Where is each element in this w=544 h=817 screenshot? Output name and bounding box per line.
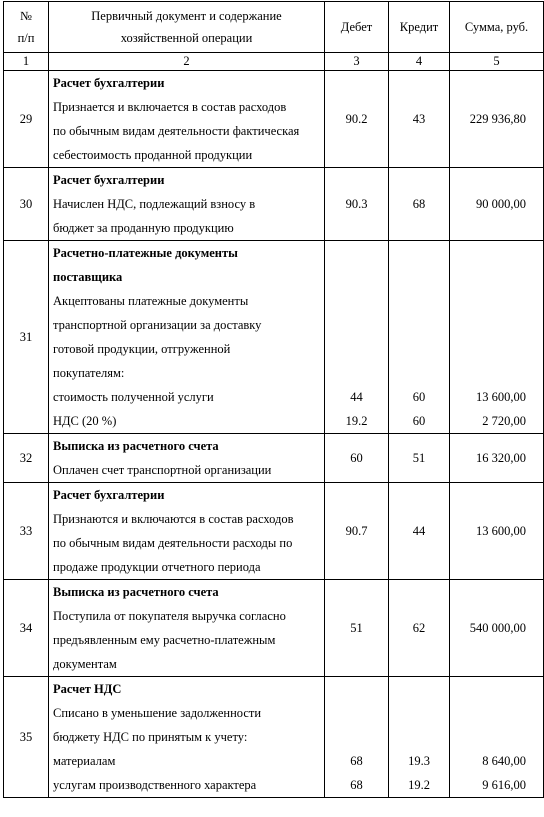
credit-account-cell: 43 [389,71,450,168]
spacer [389,725,449,749]
operation-text: бюджету НДС по принятым к учету: [53,730,248,744]
operation-text: Оплачен счет транспортной организации [53,463,272,477]
operation-text: транспортной организации за доставку [53,318,262,332]
spacer [389,361,449,385]
operation-description [49,434,325,483]
spacer [389,289,449,313]
row-number: 31 [4,241,49,434]
credit-account-cell [389,677,450,798]
header-debit: Дебет [325,2,389,53]
spacer [325,241,388,265]
credit-account-cell: 62 [389,580,450,677]
amount-cell: 540 000,00 [450,580,544,677]
spacer [325,313,388,337]
spacer [389,701,449,725]
amount-cell: 13 600,00 [450,483,544,580]
table-body [4,71,544,798]
amount: 9 616,00 [482,778,526,792]
amount-cell: 90 000,00 [450,168,544,241]
column-index: 2 [49,53,325,71]
debit-account-cell [325,241,389,434]
debit-account: 44 [350,390,363,404]
debit-account: 68 [350,778,363,792]
debit-account-cell: 90.2 [325,71,389,168]
amount: 2 720,00 [482,414,526,428]
operation-text: Признается и включается в состав расходов [53,100,287,114]
column-index: 4 [389,53,450,71]
operation-text: Списано в уменьшение задолженности [53,706,262,720]
credit-account: 60 [412,390,426,404]
spacer [325,289,388,313]
operation-text: Акцептованы платежные документы [53,294,249,308]
spacer [325,677,388,701]
credit-account-cell [389,241,450,434]
item-label: НДС (20 %) [53,414,117,428]
amount-cell [450,677,544,798]
table-row [4,677,544,798]
spacer [389,241,449,265]
document-title: Расчет НДС [53,682,122,696]
operation-text: готовой продукции, отгруженной [53,342,231,356]
debit-account-cell [325,677,389,798]
spacer [325,361,388,385]
spacer [325,725,388,749]
column-index: 1 [4,53,49,71]
table-row [4,483,544,580]
row-number: 33 [4,483,49,580]
table-row [4,71,544,168]
spacer [389,337,449,361]
spacer [450,241,543,265]
document-title: Выписка из расчетного счета [53,585,219,599]
column-index-row [4,53,544,71]
credit-account: 60 [412,414,426,428]
header-document: Первичный документ и содержание хозяйственной операции [49,2,325,53]
header-sum: Сумма, руб. [450,2,544,53]
operation-text: Поступила от покупателя выручка согласно [53,609,286,623]
spacer [389,265,449,289]
spacer [450,361,543,385]
document-title: поставщика [53,270,123,284]
spacer [325,337,388,361]
journal-table [3,1,544,798]
table-row [4,241,544,434]
operation-text: по обычным видам деятельности расходы по [53,536,293,550]
amount-cell: 229 936,80 [450,71,544,168]
spacer [450,265,543,289]
operation-text: документам [53,657,117,671]
operation-text: Признаются и включаются в состав расходов [53,512,294,526]
operation-description [49,241,325,434]
amount-cell: 16 320,00 [450,434,544,483]
row-number: 32 [4,434,49,483]
operation-text: покупателям: [53,366,125,380]
row-number: 29 [4,71,49,168]
header-number: № п/п [4,2,49,53]
credit-account-cell: 51 [389,434,450,483]
spacer [389,313,449,337]
operation-text: продаже продукции отчетного периода [53,560,261,574]
table-row [4,168,544,241]
table-row [4,434,544,483]
item-label: услугам производственного характера [53,778,257,792]
document-title: Расчетно-платежные документы [53,246,238,260]
operation-text: себестоимость проданной продукции [53,148,253,162]
debit-account-cell: 90.7 [325,483,389,580]
item-label: стоимость полученной услуги [53,390,214,404]
operation-description [49,483,325,580]
spacer [389,677,449,701]
debit-account-cell: 60 [325,434,389,483]
spacer [450,313,543,337]
table-header-row [4,2,544,53]
item-label: материалам [53,754,116,768]
spacer [450,337,543,361]
table-row [4,580,544,677]
debit-account: 68 [350,754,363,768]
operation-text: предъявленным ему расчетно-платежным [53,633,276,647]
document-title: Расчет бухгалтерии [53,488,165,502]
row-number: 34 [4,580,49,677]
row-number: 35 [4,677,49,798]
credit-account-cell: 68 [389,168,450,241]
header-credit: Кредит [389,2,450,53]
document-title: Расчет бухгалтерии [53,76,165,90]
operation-text: бюджет за проданную продукцию [53,221,234,235]
debit-account: 19.2 [345,414,368,428]
credit-account: 19.2 [408,778,430,792]
document-title: Расчет бухгалтерии [53,173,165,187]
spacer [325,701,388,725]
credit-account-cell: 44 [389,483,450,580]
document-title: Выписка из расчетного счета [53,439,219,453]
operation-description [49,580,325,677]
spacer [450,677,543,701]
operation-text: Начислен НДС, подлежащий взносу в [53,197,256,211]
debit-account-cell: 90.3 [325,168,389,241]
column-index: 5 [450,53,544,71]
debit-account-cell: 51 [325,580,389,677]
column-index: 3 [325,53,389,71]
operation-description [49,71,325,168]
row-number: 30 [4,168,49,241]
amount-cell [450,241,544,434]
operation-description [49,677,325,798]
operation-description [49,168,325,241]
spacer [450,725,543,749]
spacer [450,289,543,313]
spacer [325,265,388,289]
credit-account: 19.3 [408,754,430,768]
amount: 8 640,00 [482,754,526,768]
operation-text: по обычным видам деятельности фактическая [53,124,300,138]
spacer [450,701,543,725]
amount: 13 600,00 [476,390,526,404]
